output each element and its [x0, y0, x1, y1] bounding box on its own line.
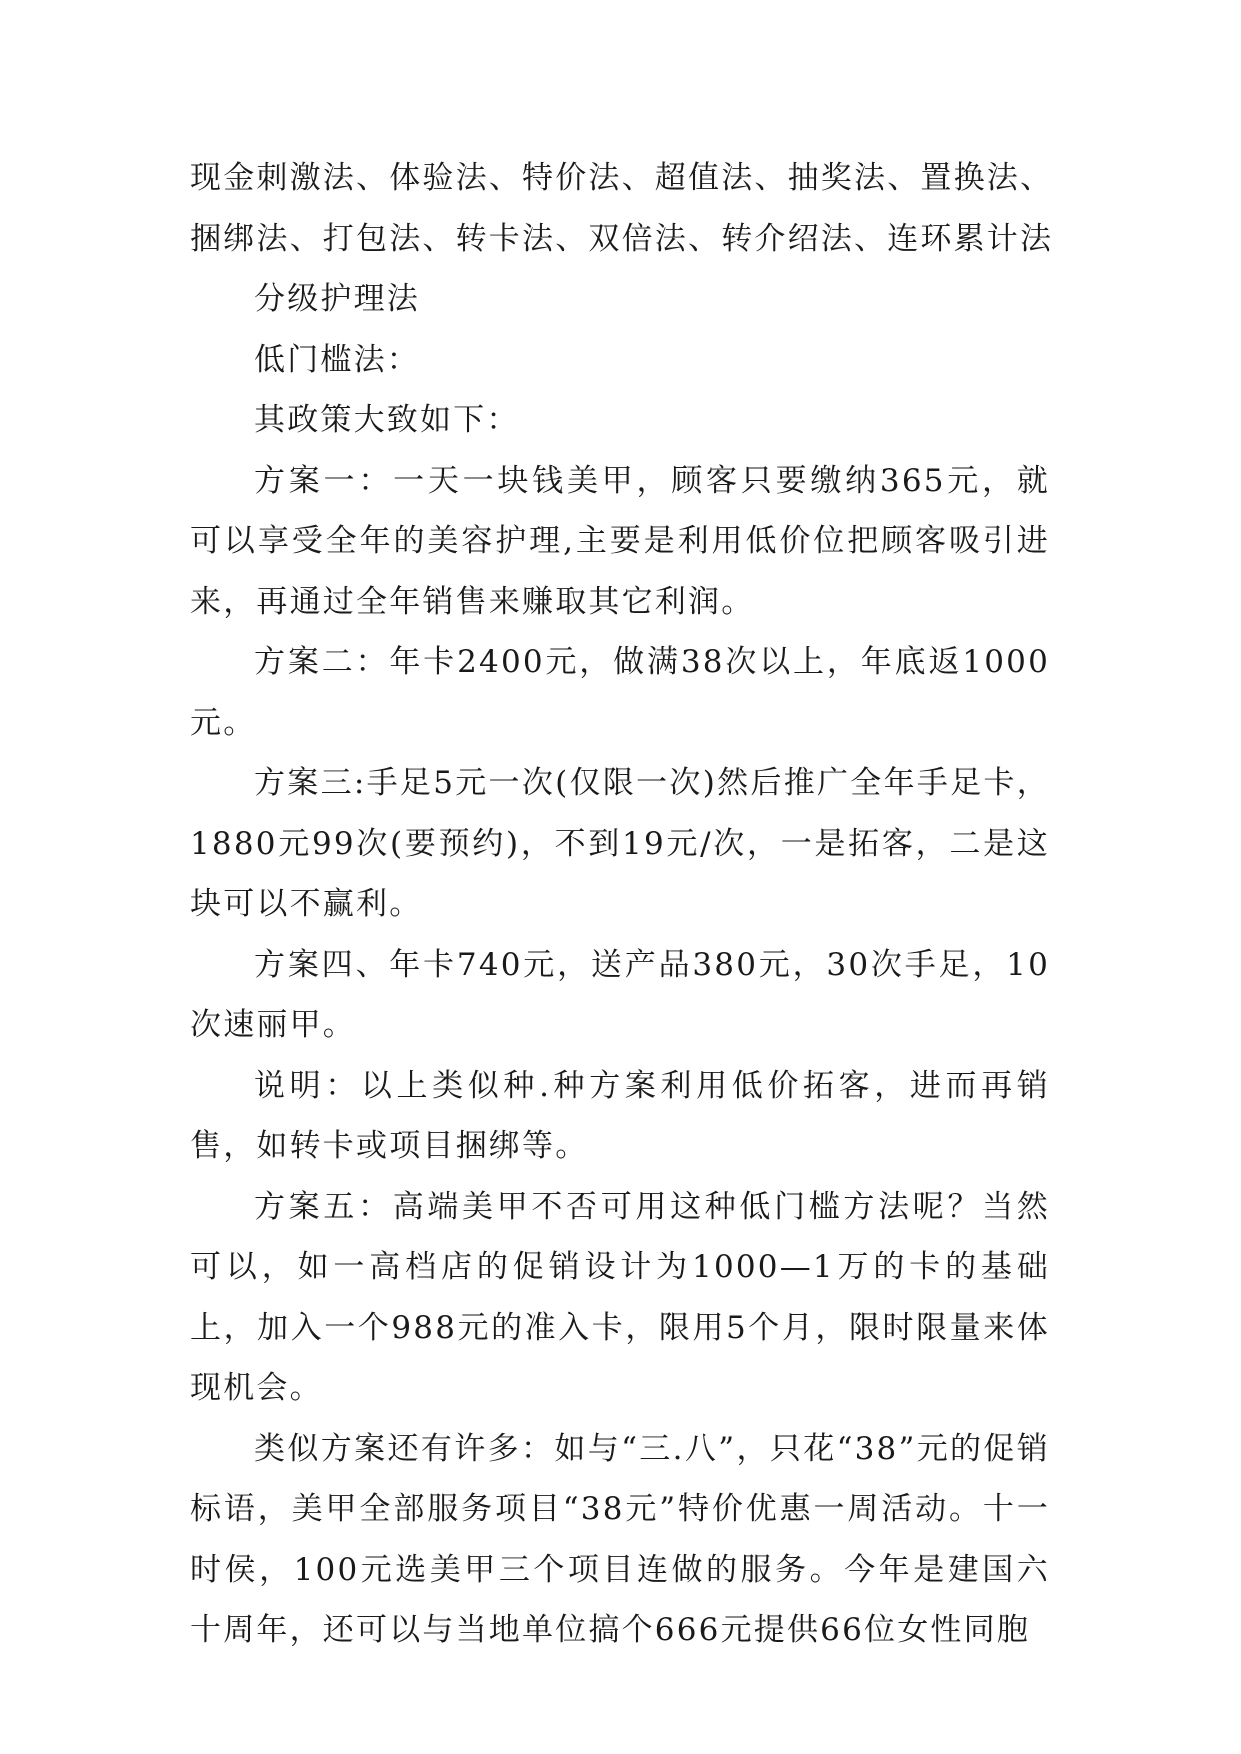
document-body	[190, 148, 1054, 1661]
paragraph-graded-care: 分级护理法	[254, 281, 420, 317]
paragraph-policy-intro: 其政策大致如下：	[254, 402, 520, 438]
paragraph-plan-4: 方案四、年卡740元，送产品380元，30次手足，10次速丽甲。	[190, 946, 1050, 1043]
paragraph-similar-plans: 类似方案还有许多：如与“三.八”，只花“38”元的促销标语，美甲全部服务项目“38元”特价优惠一周活动。十一时侯，100元选美甲三个项目连做的服务。今年是建国六十周年，还可以与当地单位搞个666元提供66位女性同胞	[190, 1430, 1050, 1648]
paragraph-plan-1: 方案一：一天一块钱美甲，顾客只要缴纳365元，就可以享受全年的美容护理,主要是利用低价位把顾客吸引进来，再通过全年销售来赚取其它利润。	[190, 462, 1050, 620]
paragraph-note: 说明：以上类似种.种方案利用低价拓客，进而再销售，如转卡或项目捆绑等。	[190, 1067, 1050, 1164]
paragraph-plan-2: 方案二：年卡2400元，做满38次以上，年底返1000元。	[190, 644, 1050, 741]
paragraph-plan-3: 方案三:手足5元一次(仅限一次)然后推广全年手足卡，1880元99次(要预约)，不到19元/次，一是拓客，二是这块可以不赢利。	[190, 765, 1050, 922]
paragraph-methods-line-1: 现金刺激法、体验法、特价法、超值法、抽奖法、置换法、	[190, 160, 1054, 196]
paragraph-plan-5: 方案五：高端美甲不否可用这种低门槛方法呢？当然可以，如一高档店的促销设计为1000—1万的卡的基础上，加入一个988元的准入卡，限用5个月，限时限量来体现机会。	[190, 1188, 1050, 1406]
paragraph-low-threshold: 低门槛法：	[254, 341, 420, 378]
paragraph-methods-line-2: 捆绑法、打包法、转卡法、双倍法、转介绍法、连环累计法	[190, 220, 1054, 257]
